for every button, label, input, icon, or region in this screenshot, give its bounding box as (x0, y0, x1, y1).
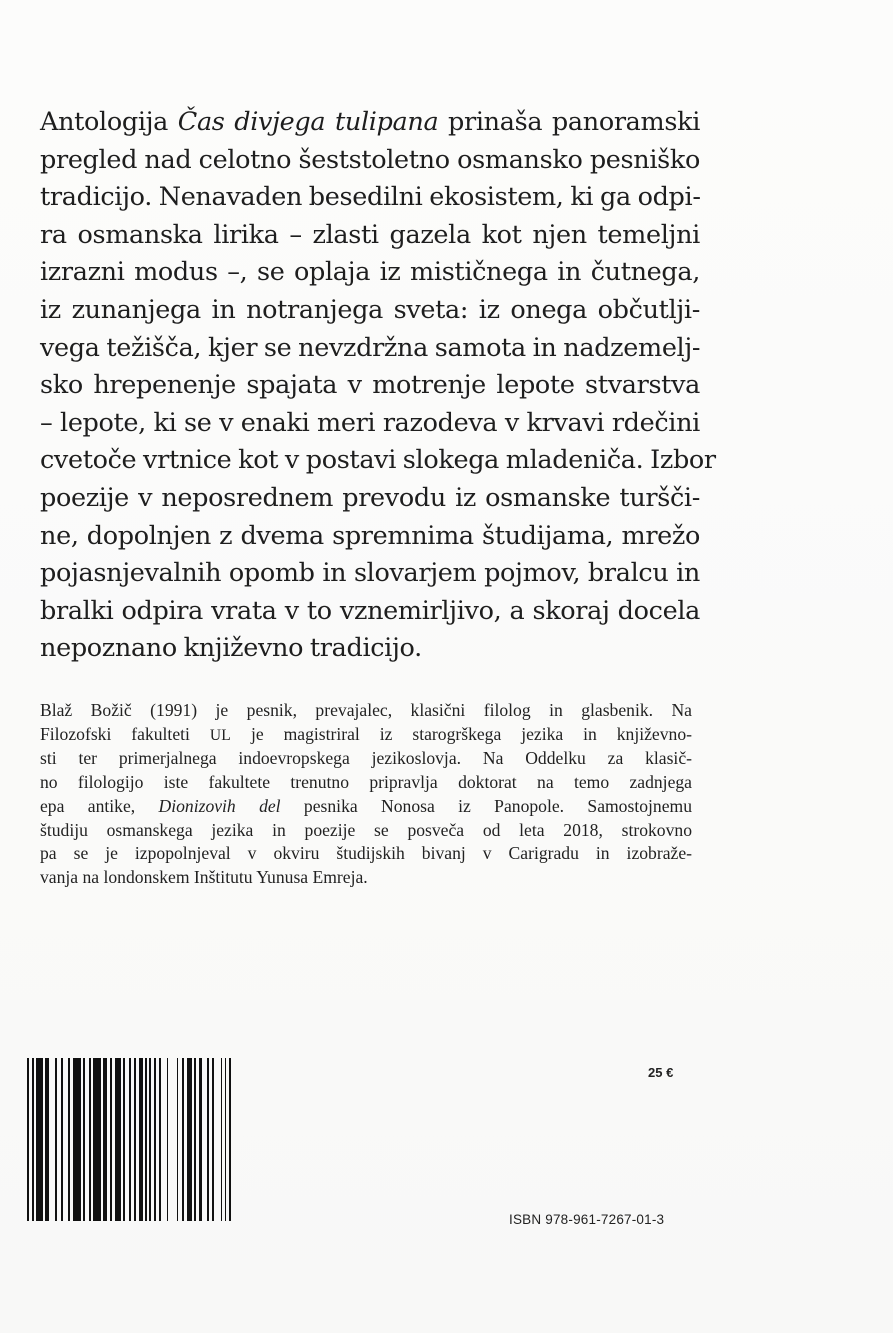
bio-line: epa antike, Dionizovih del pesnika Nonosa iz Panopole. Samostojnemu (40, 795, 692, 816)
bio-line: Filozofski fakulteti UL je magistriral iz starogrškega jezika in književno- (40, 723, 692, 744)
isbn-label: ISBN 978-961-7267-01-3 (509, 1212, 665, 1227)
barcode-bar (159, 1058, 161, 1221)
bio-line: sti ter primerjalnega indoevropskega jezikoslovja. Na Oddelku za klasič- (40, 748, 692, 769)
barcode-bar (221, 1058, 222, 1221)
blurb-line: poezije v neposrednem prevodu iz osmanske turšči- (40, 482, 700, 513)
university-abbreviation: UL (209, 726, 232, 744)
barcode-bar (89, 1058, 91, 1221)
work-title: Dionizovih del (158, 795, 281, 816)
price-label: 25 € (648, 1065, 674, 1080)
barcode-bar (55, 1058, 57, 1221)
barcode-bar (129, 1058, 131, 1221)
bio-line: vanja na londonskem Inštitutu Yunusa Emreja. (40, 866, 368, 887)
blurb-line: bralki odpira vrata v to vznemirljivo, a skoraj docela (40, 595, 700, 626)
book-title: Čas divjega tulipana (177, 107, 439, 137)
barcode-bar (123, 1058, 125, 1221)
blurb-line: Antologija Čas divjega tulipana prinaša panoramski (40, 107, 700, 137)
barcode-bar (212, 1058, 214, 1221)
barcode-bar (177, 1058, 178, 1221)
barcode-bar (199, 1058, 202, 1221)
barcode-bar (45, 1058, 49, 1221)
blurb-line: ra osmanska lirika – zlasti gazela kot njen temeljni (40, 219, 700, 250)
barcode-bar (154, 1058, 156, 1221)
barcode-bar (145, 1058, 147, 1221)
barcode-bar (194, 1058, 196, 1221)
bio-line: študiju osmanskega jezika in poezije se posveča od leta 2018, strokovno (40, 819, 692, 840)
barcode-bar (68, 1058, 70, 1221)
barcode-bar (110, 1058, 112, 1221)
isbn-barcode (27, 1058, 233, 1221)
barcode-bar (229, 1058, 231, 1221)
blurb-line: vega težišča, kjer se nevzdržna samota in nadzemelj- (40, 332, 701, 363)
barcode-bar (139, 1058, 143, 1221)
barcode-bar (73, 1058, 81, 1221)
barcode-bar (182, 1058, 184, 1221)
barcode-bar (93, 1058, 101, 1221)
blurb-line: nepoznano književno tradicijo. (40, 633, 422, 664)
blurb-line: pojasnjevalnih opomb in slovarjem pojmov, bralcu in (40, 558, 700, 589)
blurb-line: pregled nad celotno šeststoletno osmansko pesniško (40, 144, 700, 175)
barcode-bar (61, 1058, 63, 1221)
blurb-line: tradicijo. Nenavaden besedilni ekosistem, ki ga odpi- (40, 182, 701, 213)
barcode-bar (83, 1058, 85, 1221)
barcode-bar (27, 1058, 29, 1221)
bio-line: Blaž Božič (1991) je pesnik, prevajalec, klasični filolog in glasbenik. Na (40, 700, 692, 720)
barcode-bar (103, 1058, 107, 1221)
blurb-line: izrazni modus –, se oplaja iz mističnega in čutnega, (40, 257, 700, 288)
blurb-line: ne, dopolnjen z dvema spremnima študijama, mrežo (40, 520, 700, 551)
barcode-bar (115, 1058, 121, 1221)
blurb-paragraph (40, 104, 716, 668)
blurb-line: cvetoče vrtnice kot v postavi slokega mladeniča. Izbor (40, 445, 716, 476)
bio-line: no filologijo iste fakultete trenutno pripravlja doktorat na temo zadnjega (40, 772, 692, 793)
blurb-line: iz zunanjega in notranjega sveta: iz onega občutlji- (40, 294, 700, 325)
barcode-bar (167, 1058, 168, 1221)
barcode-bar (225, 1058, 226, 1221)
barcode-bar (36, 1058, 43, 1221)
barcode-bar (32, 1058, 34, 1221)
blurb-line: sko hrepenenje spajata v motrenje lepote stvarstva (40, 370, 700, 401)
barcode-bar (187, 1058, 192, 1221)
barcode-bar (134, 1058, 136, 1221)
blurb-line: – lepote, ki se v enaki meri razodeva v krvavi rdečini (40, 407, 700, 438)
author-bio (40, 699, 692, 890)
barcode-bar (149, 1058, 151, 1221)
barcode-bar (207, 1058, 209, 1221)
bio-line: pa se je izpopolnjeval v okviru študijskih bivanj v Carigradu in izobraže- (40, 843, 692, 864)
